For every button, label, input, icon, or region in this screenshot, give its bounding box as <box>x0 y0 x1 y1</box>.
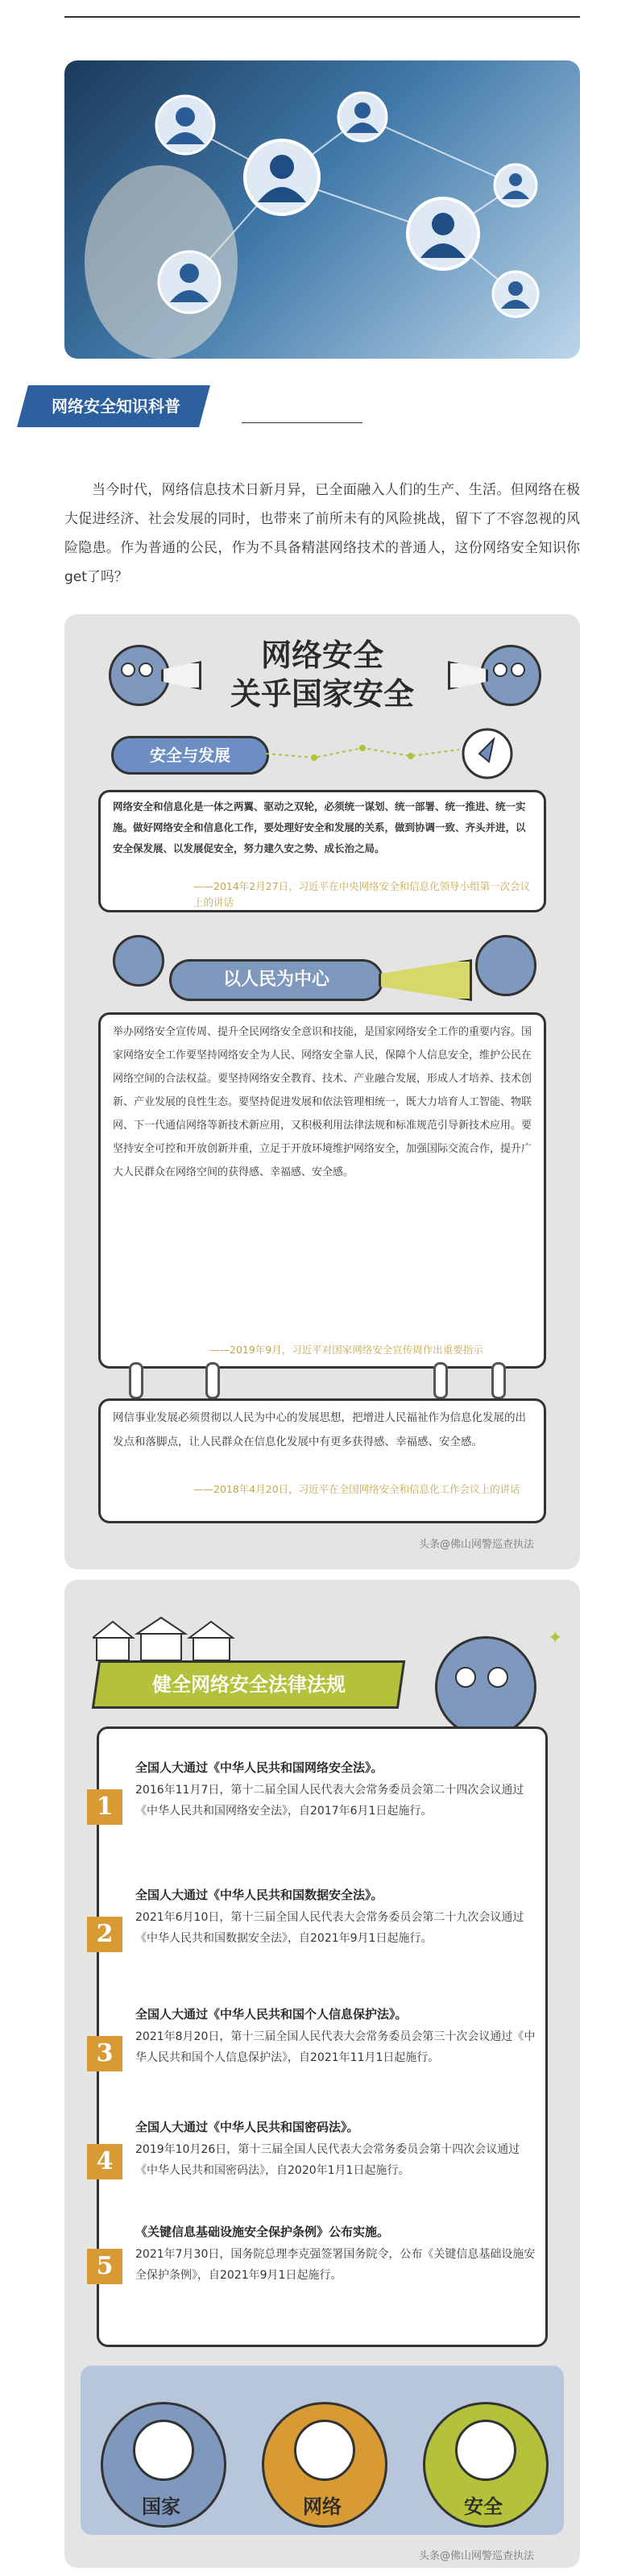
quote-2-text: 举办网络安全宣传周、提升全民网络安全意识和技能，是国家网络安全工作的重要内容。国家网络安全工作要坚持网络安全为人民、网络安全靠人民，保障个人信息安全，维护公民在网络空间的合法权益。要坚持网络安全教育、技术、产业融合发展，形成人才培养、技术创新、产业发展的良性生态。要坚持促进发展和依法管理相统一，既大力培育人工智能、物联网、下一代通信网络等新技术新应用，又积极利用法律法规和标准规范引导新技术应用。要坚持安全可控和开放创新并重，立足于开放环境维护网络安全，加强国际交流合作，提升广大人民群众在网络空间的获得感、幸福感、安全感。 <box>113 1026 532 1178</box>
law-4-body: 2019年10月26日，第十三届全国人民代表大会常务委员会第十四次会议通过《中华人民共和国密码法》，自2020年1月1日起施行。 <box>135 2143 520 2177</box>
tag-people-centered: 以人民为中心 <box>169 959 383 1001</box>
quote-1-text: 网络安全和信息化是一体之两翼、驱动之双轮，必须统一谋划、统一部署、统一推进、统一实施。做好网络安全和信息化工作，要处理好安全和发展的关系，做到协调一致、齐头并进，以安全保发展、以发展促安全，努力建久安之势、成长治之局。 <box>113 800 526 854</box>
laws-banner-text: 健全网络安全法律法规 <box>151 1673 346 1696</box>
section-heading-text: 网络安全知识科普 <box>52 397 180 416</box>
progress-dots-decoration <box>266 725 532 782</box>
binder-ring <box>129 1362 143 1399</box>
mascot-eye <box>511 663 525 677</box>
houses-decoration <box>93 1616 246 1664</box>
mascot-face <box>133 2420 194 2481</box>
law-2-body: 2021年6月10日，第十三届全国人民代表大会常务委员会第二十九次会议通过《中华人民共和国数据安全法》，自2021年9月1日起施行。 <box>135 1911 524 1945</box>
watermark-1: 头条@佛山网警巡查执法 <box>419 1539 535 1551</box>
intro-paragraph: 当今时代，网络信息技术日新月异，已全面融入人们的生产、生活。但网络在极大促进经济、社会发展的同时，也带来了前所未有的风险挑战，留下了不容忽视的风险隐患。作为普通的公民，作为不具备精湛网络技术的普通人，这份网络安全知识你get了吗？ <box>64 482 580 585</box>
heading-underline <box>242 422 362 423</box>
mascot-eye <box>455 1667 476 1688</box>
law-5-body: 2021年7月30日，国务院总理李克强签署国务院令，公布《关键信息基础设施安全保护条例》，自2021年9月1日起施行。 <box>135 2248 536 2282</box>
binder-ring <box>433 1362 448 1399</box>
mascot-eye <box>139 663 153 677</box>
section-heading <box>17 385 210 427</box>
poster1-title-line1: 网络安全 <box>260 637 383 673</box>
mascot-eye <box>121 663 135 677</box>
law-1-title: 全国人大通过《中华人民共和国网络安全法》。 <box>135 1760 383 1775</box>
mascot-eye <box>493 663 507 677</box>
watermark-2: 头条@佛山网警巡查执法 <box>419 2550 535 2562</box>
law-1-body: 2016年11月7日，第十二届全国人民代表大会常务委员会第二十四次会议通过《中华人民共和国网络安全法》，自2017年6月1日起施行。 <box>135 1784 524 1818</box>
laws-banner <box>92 1660 405 1709</box>
mascot-face <box>294 2420 355 2481</box>
law-2-title: 全国人大通过《中华人民共和国数据安全法》。 <box>135 1888 383 1902</box>
mascot-left-2 <box>113 935 164 987</box>
law-number-1: 1 <box>87 1789 122 1825</box>
law-number-2: 2 <box>87 1917 122 1952</box>
law-5-title: 《关键信息基础设施安全保护条例》公布实施。 <box>135 2225 390 2239</box>
mascot-label-network: 网络 <box>303 2495 342 2518</box>
mascot-eye <box>487 1667 508 1688</box>
tag-security-development: 安全与发展 <box>111 736 269 775</box>
poster1-title-line2: 关乎国家安全 <box>230 675 414 712</box>
hero-network-image <box>64 60 580 359</box>
law-4-title: 全国人大通过《中华人民共和国密码法》。 <box>135 2120 359 2134</box>
mascot-right <box>480 645 541 706</box>
mascot-right-2 <box>475 935 536 996</box>
mascot-laws <box>435 1636 536 1738</box>
law-3-body: 2021年8月20日，第十三届全国人民代表大会常务委员会第三十次会议通过《中华人民共和国个人信息保护法》，自2021年11月1日起施行。 <box>135 2030 536 2064</box>
quote-2-source: ——2019年9月，习近平对国家网络安全宣传周作出重要指示 <box>209 1344 483 1356</box>
mascot-label-country: 国家 <box>142 2495 180 2518</box>
quote-1-source: ——2014年2月27日，习近平在中央网络安全和信息化领导小组第一次会议上的讲话 <box>193 880 531 908</box>
sparkle-icon: ✦ <box>548 1628 563 1648</box>
quote-3-text: 网信事业发展必须贯彻以人民为中心的发展思想，把增进人民福祉作为信息化发展的出发点和落脚点，让人民群众在信息化发展中有更多获得感、幸福感、安全感。 <box>113 1411 526 1448</box>
law-3-title: 全国人大通过《中华人民共和国个人信息保护法》。 <box>135 2007 408 2021</box>
quote-3-source: ——2018年4月20日，习近平在全国网络安全和信息化工作会议上的讲话 <box>193 1483 520 1495</box>
binder-ring <box>491 1362 506 1399</box>
law-number-3: 3 <box>87 2036 122 2071</box>
law-number-5: 5 <box>87 2249 122 2284</box>
mascot-left <box>109 645 170 706</box>
top-divider <box>64 16 580 18</box>
network-illustration <box>64 60 580 359</box>
binder-ring <box>205 1362 220 1399</box>
mascot-face <box>455 2420 516 2481</box>
law-number-4: 4 <box>87 2144 122 2179</box>
mascot-label-security: 安全 <box>464 2495 503 2518</box>
